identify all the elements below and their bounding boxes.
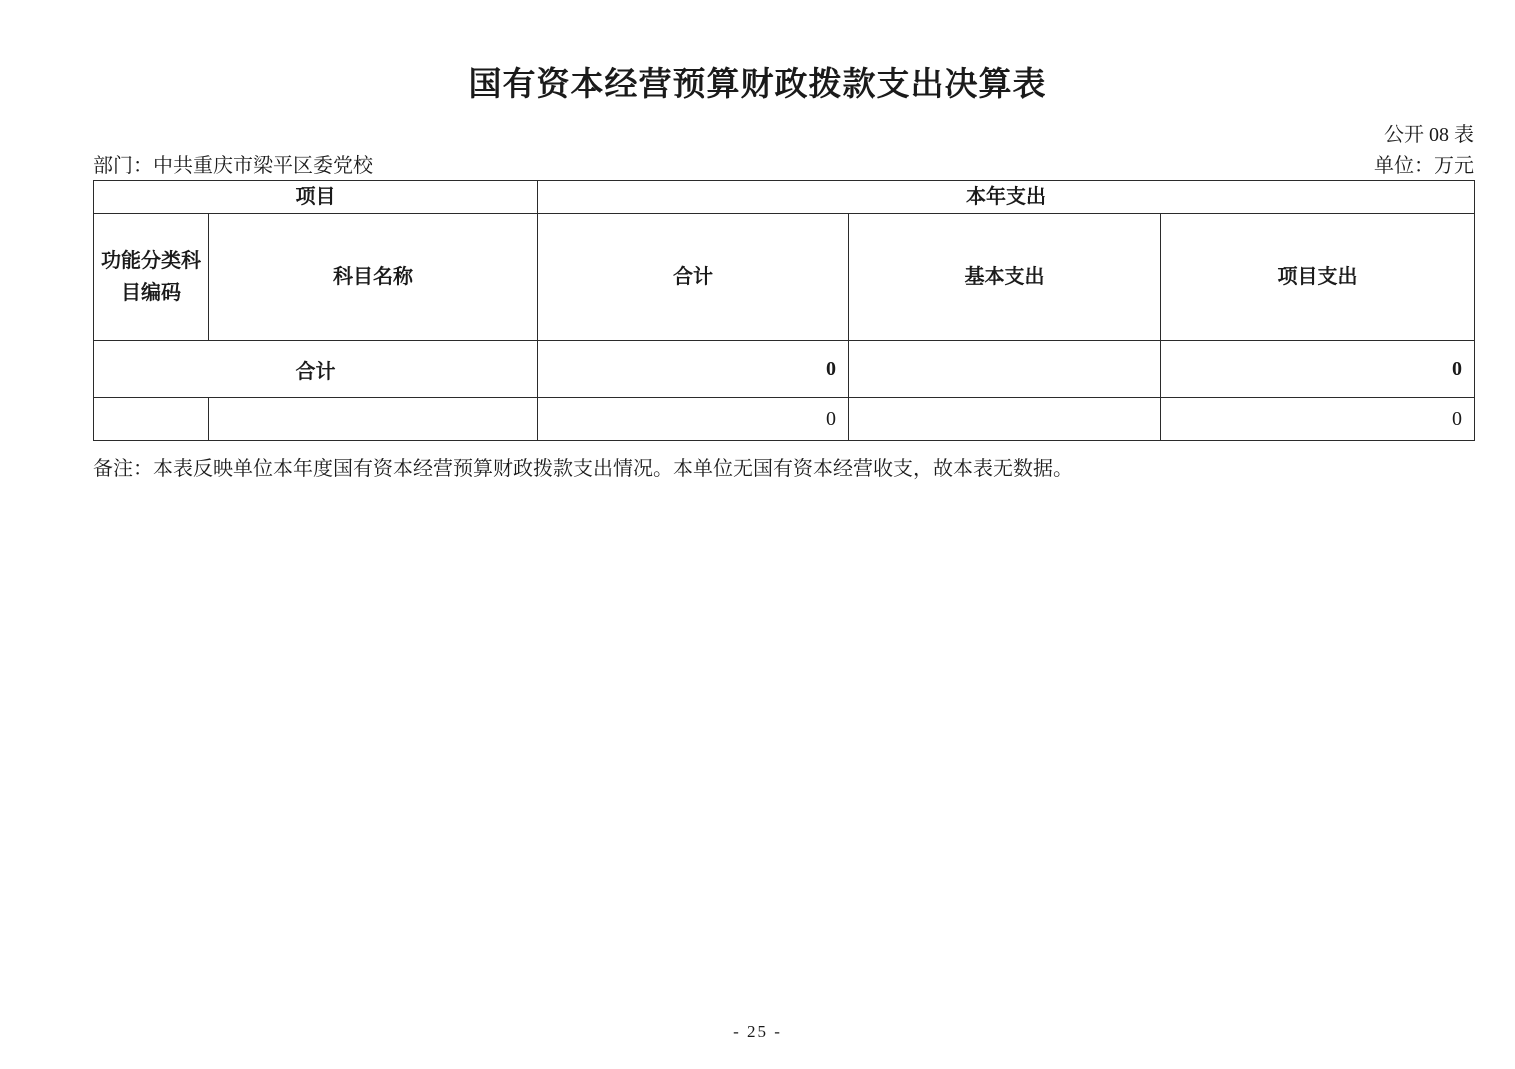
detail-row-basic-value xyxy=(849,398,1161,441)
detail-row-project-value: 0 xyxy=(1161,398,1475,441)
table-row-total xyxy=(94,341,1475,398)
total-row-basic-value xyxy=(849,341,1161,398)
footnote: 备注：本表反映单位本年度国有资本经营预算财政拨款支出情况。本单位无国有资本经营收支，故本表无数据。 xyxy=(93,458,1073,480)
table-row-detail xyxy=(94,398,1475,441)
page-number: - 25 - xyxy=(733,1022,782,1041)
detail-row-name xyxy=(209,398,538,441)
budget-table xyxy=(93,180,1475,441)
header-group-row xyxy=(94,181,1475,214)
total-row-label: 合计 xyxy=(94,341,538,398)
detail-row-code xyxy=(94,398,209,441)
department-label: 部门：中共重庆市梁平区委党校 xyxy=(93,155,373,177)
detail-row-total-value: 0 xyxy=(538,398,849,441)
table-code: 公开 08 表 xyxy=(1384,124,1474,146)
unit-label: 单位：万元 xyxy=(1374,155,1474,177)
total-row-total-value: 0 xyxy=(538,341,849,398)
header-functional-classification-code: 功能分类科目编码 xyxy=(94,214,209,341)
header-project-expenditure: 项目支出 xyxy=(1161,214,1475,341)
header-total: 合计 xyxy=(538,214,849,341)
total-row-project-value: 0 xyxy=(1161,341,1475,398)
header-group-project: 项目 xyxy=(94,181,538,214)
page-title: 国有资本经营预算财政拨款支出决算表 xyxy=(468,67,1047,103)
header-group-current-year-expenditure: 本年支出 xyxy=(538,181,1475,214)
header-basic-expenditure: 基本支出 xyxy=(849,214,1161,341)
header-columns-row xyxy=(94,214,1475,341)
meta-row xyxy=(93,149,1474,178)
header-subject-name: 科目名称 xyxy=(209,214,538,341)
